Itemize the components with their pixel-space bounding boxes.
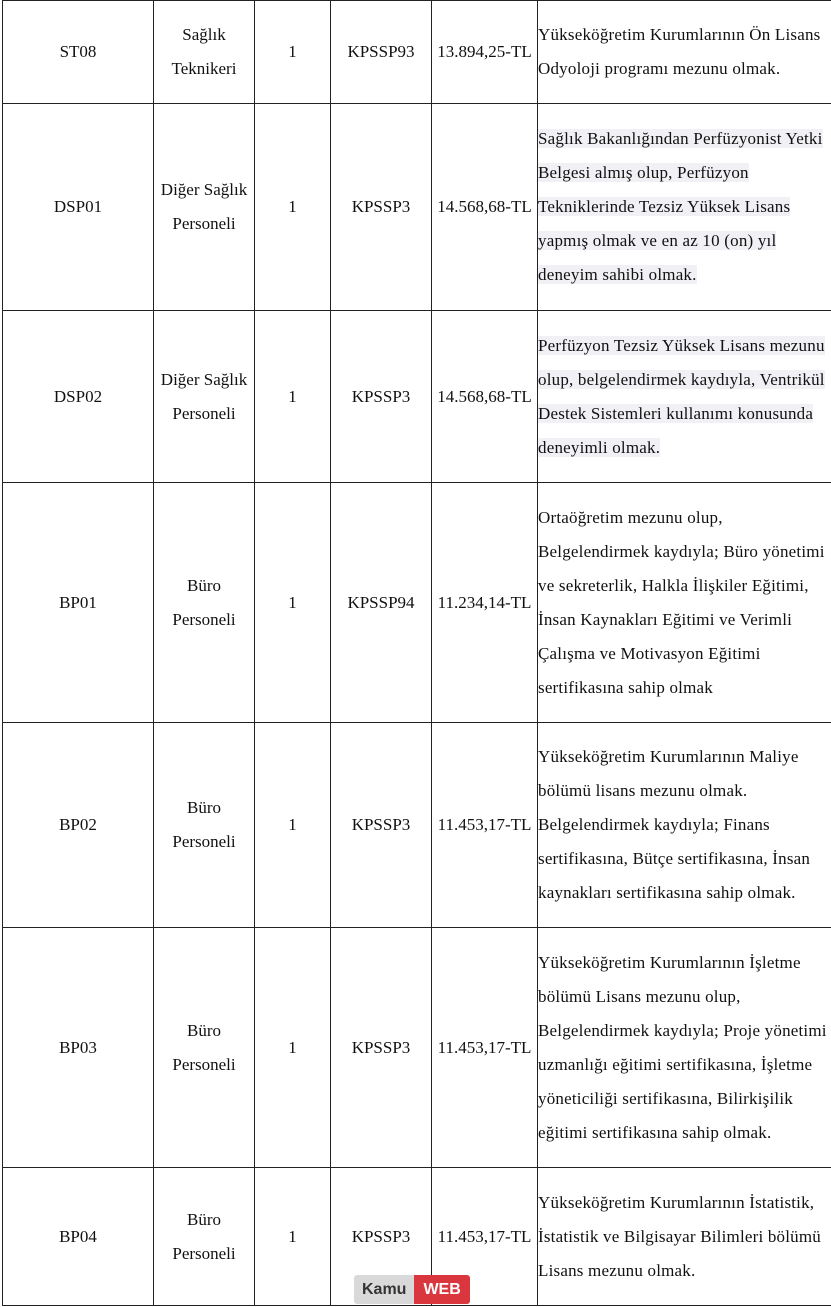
- position-count: 1: [255, 104, 331, 311]
- requirements-text: Perfüzyon Tezsiz Yüksek Lisans mezunu olup, belgelendirmek kaydıyla, Ventrikül Destek Sistemleri kullanımı konusunda deneyimli olmak.: [538, 335, 825, 457]
- kpss-score-type: KPSSP3: [331, 928, 432, 1168]
- position-code: DSP01: [3, 104, 154, 311]
- table-row: [3, 1, 831, 104]
- position-title: Büro Personeli: [154, 483, 255, 723]
- requirements: Yükseköğretim Kurumlarının Ön Lisans Odyoloji programı mezunu olmak.: [538, 1, 831, 104]
- kpss-score-type: KPSSP3: [331, 1168, 432, 1306]
- position-title: Sağlık Teknikeri: [154, 1, 255, 104]
- watermark-left-text: Kamu: [354, 1275, 414, 1304]
- position-code: DSP02: [3, 311, 154, 483]
- table-row: [3, 928, 831, 1168]
- gross-wage: 11.453,17-TL: [432, 723, 538, 928]
- gross-wage: 11.453,17-TL: [432, 928, 538, 1168]
- requirements: [538, 311, 831, 483]
- position-title: Büro Personeli: [154, 723, 255, 928]
- kpss-score-type: KPSSP3: [331, 311, 432, 483]
- position-code: BP02: [3, 723, 154, 928]
- kpss-score-type: KPSSP3: [331, 723, 432, 928]
- position-code: ST08: [3, 1, 154, 104]
- kpss-score-type: KPSSP93: [331, 1, 432, 104]
- table-row: [3, 104, 831, 311]
- position-count: 1: [255, 311, 331, 483]
- requirements: Yükseköğretim Kurumlarının Maliye bölümü lisans mezunu olmak. Belgelendirmek kaydıyla; Finans sertifikasına, Bütçe sertifikasına, İnsan kaynakları sertifikasına sahip olmak.: [538, 723, 831, 928]
- requirements: Ortaöğretim mezunu olup, Belgelendirmek kaydıyla; Büro yönetimi ve sekreterlik, Halkla İlişkiler Eğitimi, İnsan Kaynakları Eğitimi ve Verimli Çalışma ve Motivasyon Eğitimi sertifikasına sahip olmak: [538, 483, 831, 723]
- gross-wage: 13.894,25-TL: [432, 1, 538, 104]
- requirements: [538, 104, 831, 311]
- gross-wage: 11.453,17-TL: [432, 1168, 538, 1306]
- table-row: [3, 311, 831, 483]
- table-row: [3, 483, 831, 723]
- gross-wage: 11.234,14-TL: [432, 483, 538, 723]
- kpss-score-type: KPSSP3: [331, 104, 432, 311]
- requirements: Yükseköğretim Kurumlarının İşletme bölümü Lisans mezunu olup, Belgelendirmek kaydıyla; Proje yönetimi uzmanlığı eğitimi sertifikasına, İşletme yöneticiliği sertifikasına, Bilirkişilik eğitimi sertifikasına sahip olmak.: [538, 928, 831, 1168]
- position-title: Büro Personeli: [154, 1168, 255, 1306]
- position-title: Diğer Sağlık Personeli: [154, 104, 255, 311]
- position-count: 1: [255, 1, 331, 104]
- positions-table: [2, 0, 831, 1306]
- position-count: 1: [255, 928, 331, 1168]
- kpss-score-type: KPSSP94: [331, 483, 432, 723]
- requirements-text: Sağlık Bakanlığından Perfüzyonist Yetki Belgesi almış olup, Perfüzyon Tekniklerinde Tezsiz Yüksek Lisans yapmış olmak ve en az 10 (on) yıl deneyim sahibi olmak.: [538, 129, 823, 284]
- position-count: 1: [255, 1168, 331, 1306]
- position-title: Büro Personeli: [154, 928, 255, 1168]
- watermark-right-text: WEB: [414, 1275, 469, 1304]
- requirements: Yükseköğretim Kurumlarının İstatistik, İstatistik ve Bilgisayar Bilimleri bölümü Lisans mezunu olmak.: [538, 1168, 831, 1306]
- position-code: BP04: [3, 1168, 154, 1306]
- position-title: Diğer Sağlık Personeli: [154, 311, 255, 483]
- position-code: BP03: [3, 928, 154, 1168]
- position-count: 1: [255, 483, 331, 723]
- gross-wage: 14.568,68-TL: [432, 104, 538, 311]
- position-count: 1: [255, 723, 331, 928]
- table-row: [3, 723, 831, 928]
- position-code: BP01: [3, 483, 154, 723]
- gross-wage: 14.568,68-TL: [432, 311, 538, 483]
- kamuweb-watermark: [354, 1275, 470, 1304]
